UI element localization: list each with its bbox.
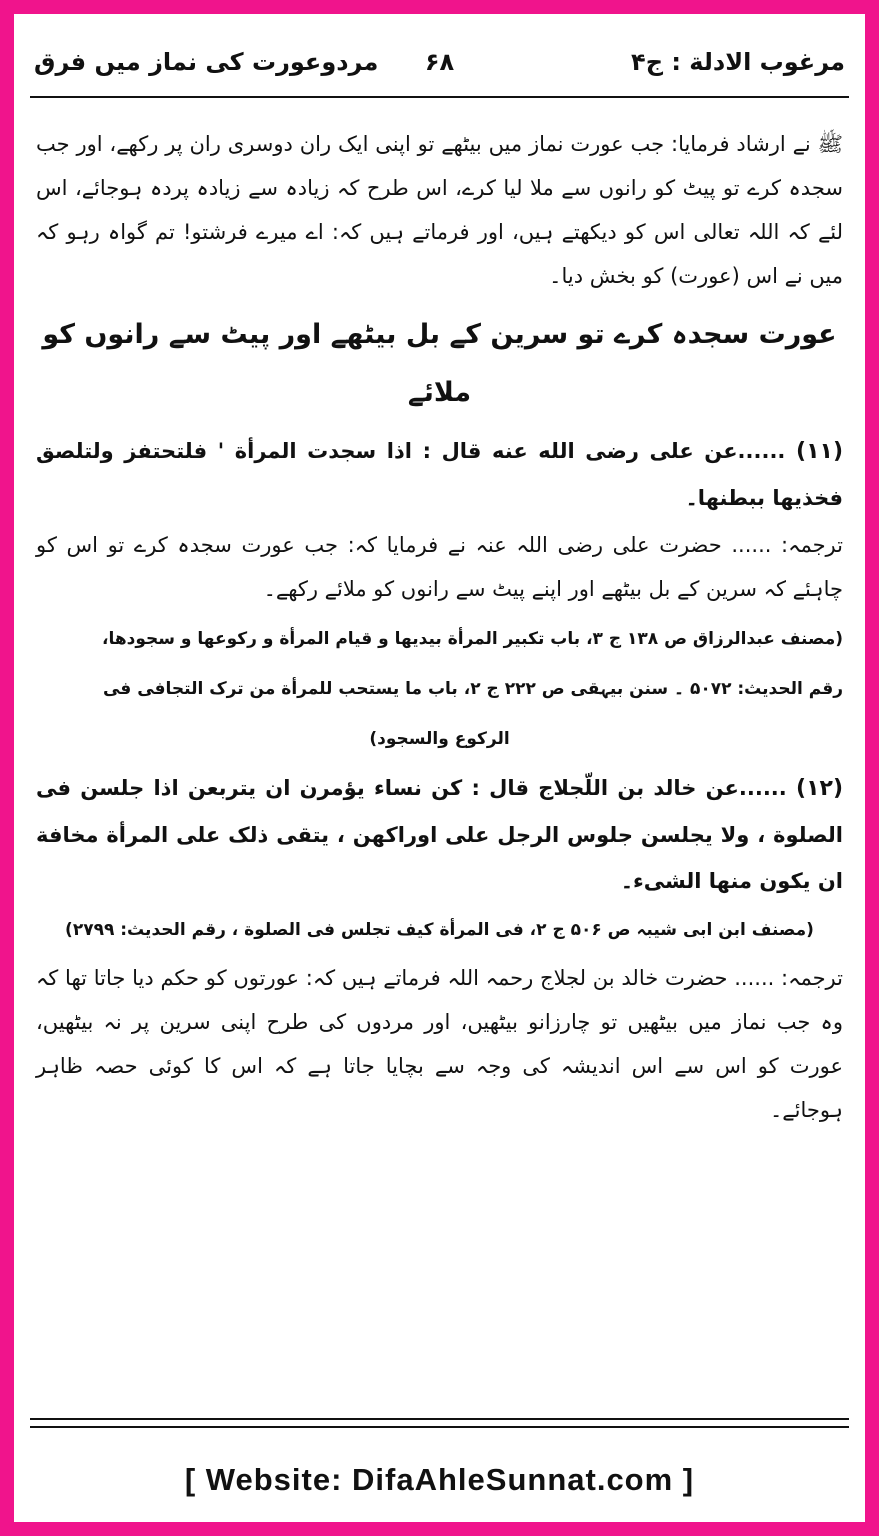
website-footer: [ Website: DifaAhleSunnat.com ]: [184, 1462, 695, 1497]
hadith-11-translation: ترجمہ: ...... حضرت علی رضی اللہ عنہ نے فرمایا کہ: جب عورت سجدہ کرے تو اس کو چاہئے کہ سرین کے بل بیٹھے اور اپنے پیٹ سے رانوں کو ملائے رکھے۔: [36, 533, 843, 601]
hadith-11-arabic: ......عن علی رضی الله عنه قال : اذا سجدت المرأة ' فلتحتفز ولتلصق فخذيها ببطنها۔: [36, 439, 843, 510]
hadith-11-reference-2: رقم الحدیث: ۵۰۷۲ ۔ سنن بیہقی ص ۲۲۲ ج ۲، باب ما یستحب للمرأة من ترک التجافی فی: [102, 679, 843, 699]
hadith-12-number: (۱۲): [796, 776, 844, 801]
page-header: [34, 40, 845, 92]
hadith-11-number: (۱۱): [796, 439, 843, 464]
page-number: ۶۸: [424, 48, 455, 76]
hadith-11-reference-1: (مصنف عبدالرزاق ص ۱۳۸ ج ۳، باب تکبیر المرأة بیدیها و قیام المرأة و رکوعها و سجودها،: [102, 629, 843, 649]
header-divider: [30, 96, 849, 98]
chapter-title: مردوعورت کی نماز میں فرق: [34, 48, 379, 76]
intro-paragraph: ﷺ نے ارشاد فرمایا: جب عورت نماز میں بیٹھے تو اپنی ایک ران دوسری ران پر رکھے، اور جب سجدہ کرے تو پیٹ کو رانوں سے ملا لیا کرے، اس طرح کہ زیادہ سے زیادہ پردہ ہوجائے، اس لئے کہ اللہ تعالی اس کو دیکھتے ہیں، اور فرماتے ہیں کہ: اے میرے فرشتو! تم گواہ رہو کہ میں نے اس (عورت) کو بخش دیا۔: [36, 132, 843, 288]
page-body: [36, 122, 843, 1136]
hadith-12-translation: ترجمہ: ...... حضرت خالد بن لجلاج رحمہ اللہ فرماتے ہیں کہ: عورتوں کو حکم دیا جاتا تھا کہ وہ جب نماز میں بیٹھیں تو چارزانو بیٹھیں، اور مردوں کی طرح اپنی سرین پر نہ بیٹھیں، عورت کو اس سے اس اندیشہ کی وجہ سے بچایا جاتا ہے کہ اس کا کوئی حصہ ظاہر ہوجائے۔: [36, 966, 843, 1122]
section-title: عورت سجدہ کرے تو سرین کے بل بیٹھے اور پیٹ سے رانوں کو ملائے: [42, 319, 837, 408]
hadith-12-text: [36, 765, 843, 904]
book-title: مرغوب الادلة : ج۴: [631, 48, 845, 76]
footer-divider-top: [30, 1418, 849, 1420]
footer-divider-bottom: [30, 1426, 849, 1428]
hadith-11-text: [36, 428, 843, 521]
hadith-11-reference-3: الرکوع والسجود): [369, 729, 510, 749]
hadith-12-arabic: ......عن خالد بن اللّجلاج قال : كن نساء يؤمرن ان يتربعن اذا جلسن فی الصلوة ، ولا يجلسن جلوس الرجل علی اوراكهن ، يتقی ذلک علی المرأة مخافة ان يكون منها الشیء۔: [36, 776, 843, 893]
hadith-12-reference: (مصنف ابن ابی شیبہ ص ۵۰۶ ج ۲، فی المرأة کیف تجلس فی الصلوة ، رقم الحدیث: ۲۷۹۹): [65, 920, 814, 940]
